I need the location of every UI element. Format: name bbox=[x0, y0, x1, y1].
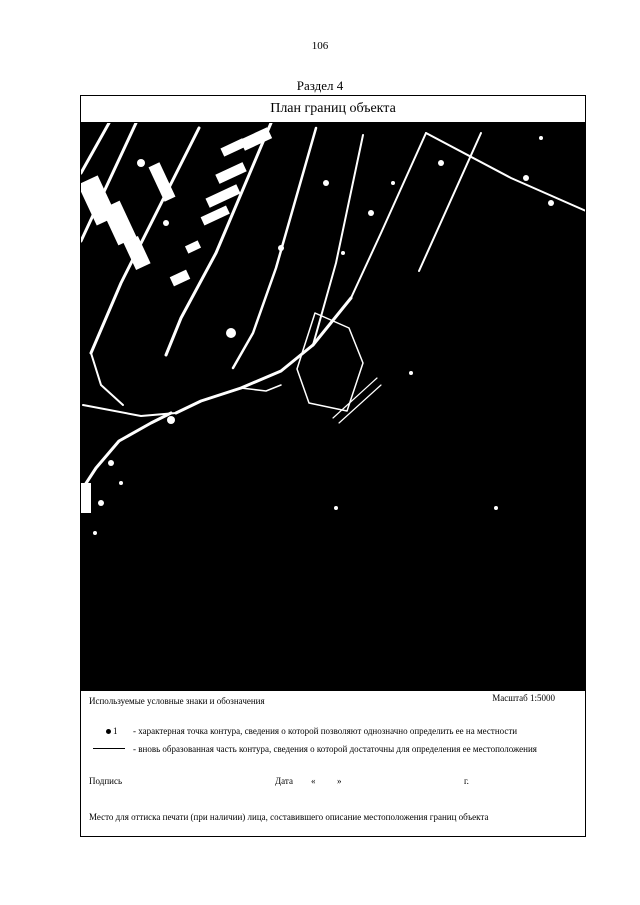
speck bbox=[409, 371, 413, 375]
date-label: Дата bbox=[275, 776, 293, 786]
map-scale: Масштаб 1:5000 bbox=[492, 693, 555, 703]
line-icon bbox=[93, 748, 125, 749]
speck bbox=[438, 160, 444, 166]
speck bbox=[98, 500, 104, 506]
speck bbox=[167, 416, 175, 424]
speck bbox=[119, 481, 123, 485]
speck bbox=[494, 506, 498, 510]
point-icon bbox=[106, 729, 111, 734]
speck bbox=[334, 506, 338, 510]
speck bbox=[226, 328, 236, 338]
speck bbox=[163, 220, 169, 226]
map-image bbox=[81, 123, 585, 691]
speck bbox=[548, 200, 554, 206]
speck bbox=[93, 531, 97, 535]
speck bbox=[368, 210, 374, 216]
map-svg bbox=[81, 123, 585, 691]
speck bbox=[278, 245, 284, 251]
speck bbox=[539, 136, 543, 140]
point-number: 1 bbox=[113, 726, 118, 736]
building bbox=[81, 483, 91, 513]
section-title: Раздел 4 bbox=[296, 78, 344, 93]
map-background bbox=[81, 123, 585, 691]
frame-title: План границ объекта bbox=[81, 96, 585, 123]
speck bbox=[341, 251, 345, 255]
legend-header: Используемые условные знаки и обозначения bbox=[89, 696, 265, 706]
date-open-quote: « bbox=[311, 776, 316, 786]
stamp-placeholder: Место для оттиска печати (при наличии) лица, составившего описание местоположения границ объекта bbox=[89, 812, 489, 822]
speck bbox=[108, 460, 114, 466]
legend-item-text: - вновь образованная часть контура, сведения о которой достаточны для определения ее местоположения bbox=[133, 744, 537, 754]
signature-label: Подпись bbox=[89, 776, 123, 786]
speck bbox=[523, 175, 529, 181]
speck bbox=[323, 180, 329, 186]
legend-item-text: - характерная точка контура, сведения о которой позволяют однозначно определить ее на местности bbox=[133, 726, 518, 736]
page-number: 106 bbox=[311, 40, 329, 52]
date-close-quote: » bbox=[337, 776, 342, 786]
boundary-plan-frame bbox=[80, 95, 586, 837]
speck bbox=[391, 181, 395, 185]
year-suffix: г. bbox=[464, 776, 469, 786]
speck bbox=[137, 159, 145, 167]
